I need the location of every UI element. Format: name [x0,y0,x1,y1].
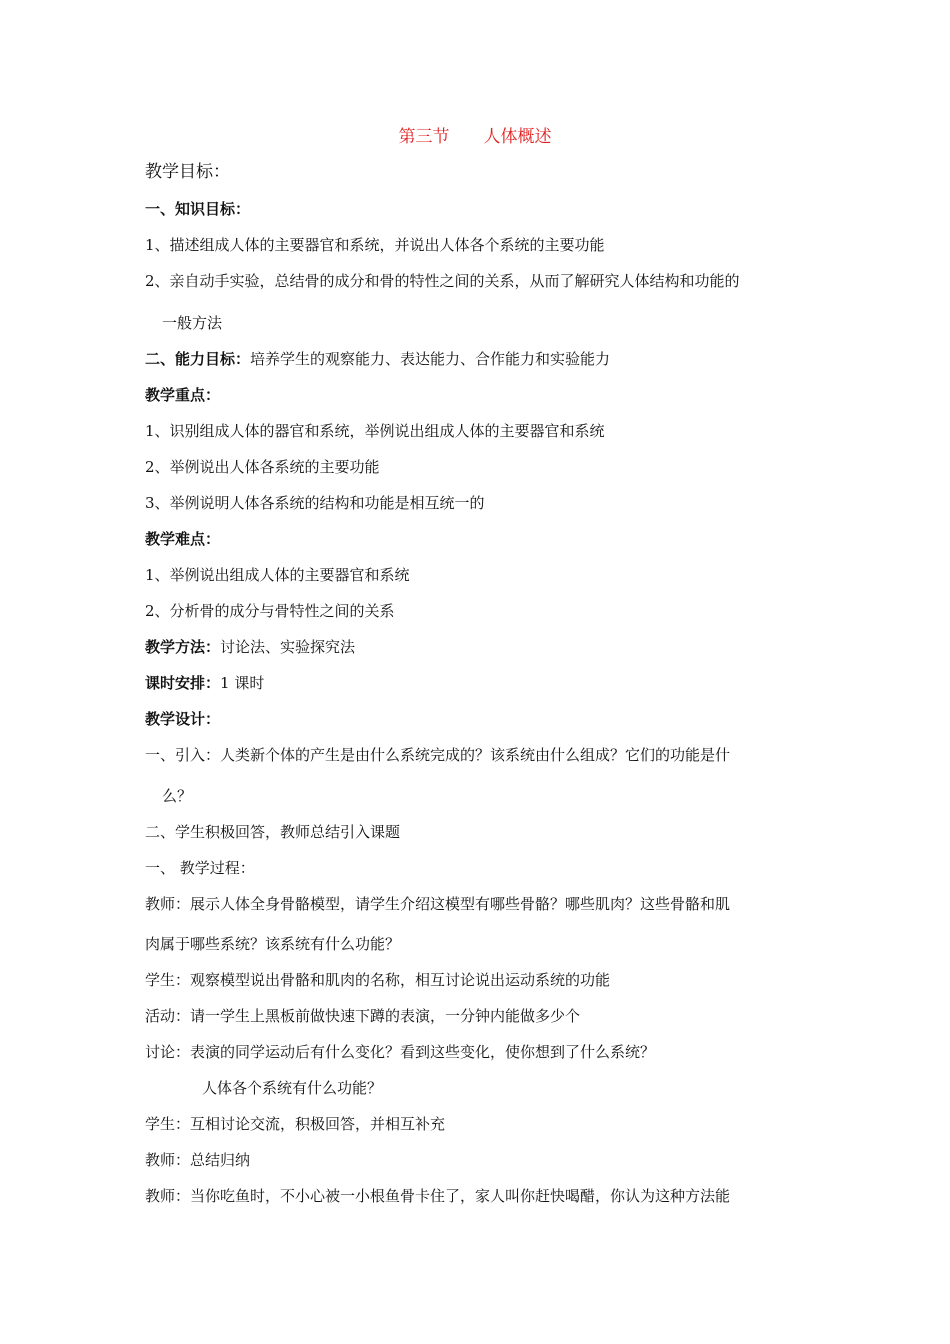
teacher-line-2: 教师：总结归纳 [145,1151,251,1169]
activity-line: 活动：请一学生上黑板前做快速下蹲的表演，一分钟内能做多少个 [145,1007,581,1025]
key-points-heading: 教学重点： [145,386,221,404]
answer-line: 二、学生积极回答，教师总结引入课题 [145,823,401,841]
ability-text: 培养学生的观察能力、表达能力、合作能力和实验能力 [250,350,611,368]
discussion-line-1: 讨论：表演的同学运动后有什么变化？看到这些变化，使你想到了什么系统？ [145,1043,656,1061]
difficulty-2: 2、分析骨的成分与骨特性之间的关系 [145,602,395,620]
title-name: 人体概述 [483,127,552,147]
schedule-label: 课时安排： [145,674,221,692]
key-point-2: 2、举例说出人体各系统的主要功能 [145,458,380,476]
student-line-2: 学生：互相讨论交流，积极回答，并相互补充 [145,1115,446,1133]
discussion-line-2: 人体各个系统有什么功能？ [202,1079,383,1097]
ability-label: 二、能力目标： [145,350,251,368]
knowledge-heading: 一、知识目标： [145,200,251,218]
method-label: 教学方法： [145,638,221,656]
teacher-line-1-cont: 肉属于哪些系统？该系统有什么功能？ [145,935,401,953]
schedule-text: 1 课时 [220,674,265,692]
knowledge-item-2-cont: 一般方法 [162,314,223,332]
intro-line-2: 么？ [162,787,193,805]
objectives-heading: 教学目标： [145,162,230,182]
intro-line-1: 一、引入：人类新个体的产生是由什么系统完成的？该系统由什么组成？它们的功能是什 [145,746,731,764]
teacher-line-1: 教师：展示人体全身骨骼模型，请学生介绍这模型有哪些骨骼？哪些肌肉？这些骨骼和肌 [145,895,731,913]
knowledge-item-1: 1、描述组成人体的主要器官和系统，并说出人体各个系统的主要功能 [145,236,605,254]
ability-objective [145,349,610,369]
difficulties-heading: 教学难点： [145,530,221,548]
title-section: 第三节 [398,127,450,147]
teaching-method [145,637,355,657]
method-text: 讨论法、实验探究法 [220,638,356,656]
teacher-line-3: 教师：当你吃鱼时，不小心被一小根鱼骨卡住了，家人叫你赶快喝醋，你认为这种方法能 [145,1187,731,1205]
key-point-3: 3、举例说明人体各系统的结构和功能是相互统一的 [145,494,485,512]
page-title [0,126,950,148]
design-heading: 教学设计： [145,710,221,728]
student-line-1: 学生：观察模型说出骨骼和肌肉的名称，相互讨论说出运动系统的功能 [145,971,611,989]
difficulty-1: 1、举例说出组成人体的主要器官和系统 [145,566,410,584]
knowledge-item-2: 2、亲自动手实验，总结骨的成分和骨的特性之间的关系，从而了解研究人体结构和功能的 [145,272,740,290]
schedule [145,673,264,693]
key-point-1: 1、识别组成人体的器官和系统，举例说出组成人体的主要器官和系统 [145,422,605,440]
process-heading: 一、 教学过程： [145,859,255,877]
